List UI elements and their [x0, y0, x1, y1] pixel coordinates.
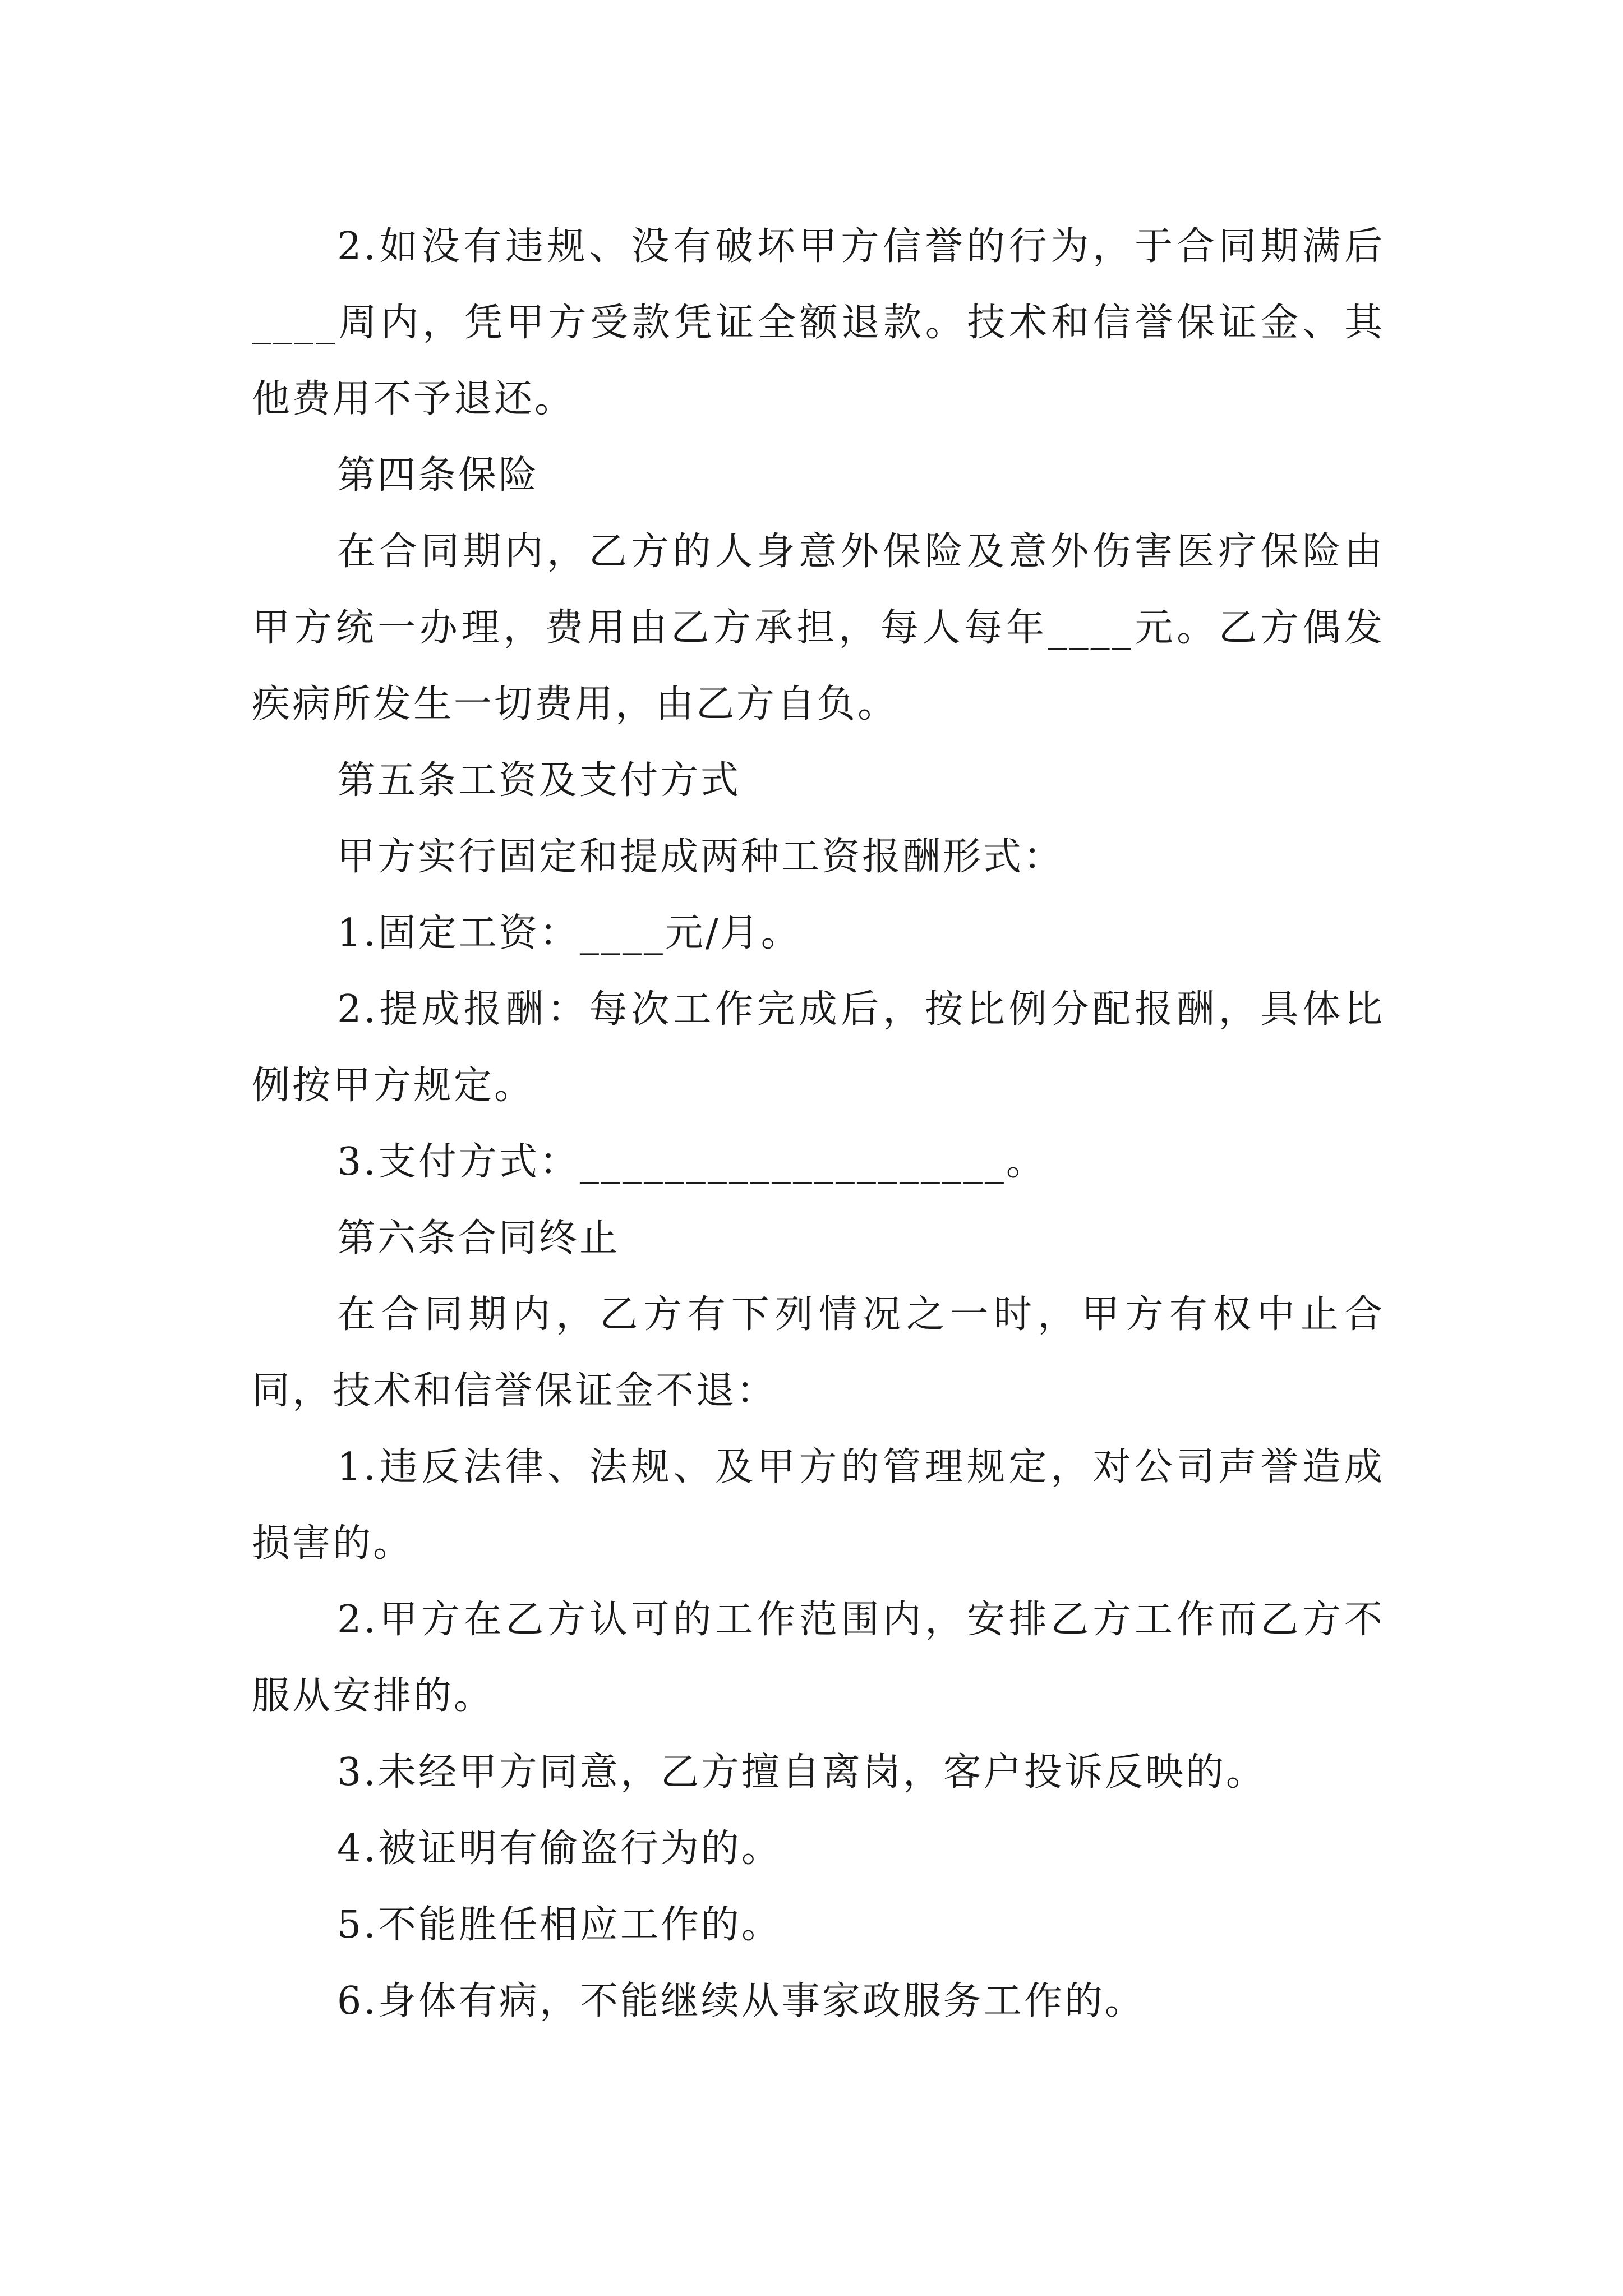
- document-body: [252, 209, 1385, 2040]
- article-4-heading: 第四条保险: [337, 453, 540, 498]
- termination-item-4: 4.被证明有偷盗行为的。: [337, 1826, 782, 1871]
- salary-forms-paragraph: 甲方实行固定和提成两种工资报酬形式：: [337, 835, 1064, 879]
- clause-refund-paragraph: 2.如没有违规、没有破坏甲方信誉的行为，于合同期满后____周内，凭甲方受款凭证全额退款。技术和信誉保证金、其他费用不予退还。: [252, 224, 1385, 421]
- termination-item-6: 6.身体有病，不能继续从事家政服务工作的。: [337, 1979, 1145, 2023]
- insurance-paragraph: 在合同期内，乙方的人身意外保险及意外伤害医疗保险由甲方统一办理，费用由乙方承担，每人每年____元。乙方偶发疾病所发生一切费用，由乙方自负。: [252, 530, 1385, 726]
- commission-item: 2.提成报酬：每次工作完成后，按比例分配报酬，具体比例按甲方规定。: [252, 987, 1385, 1108]
- article-6-heading: 第六条合同终止: [337, 1216, 620, 1260]
- payment-method-item: 3.支付方式：____________________。: [337, 1140, 1046, 1184]
- termination-item-3: 3.未经甲方同意，乙方擅自离岗，客户投诉反映的。: [337, 1750, 1266, 1795]
- termination-intro-paragraph: 在合同期内，乙方有下列情况之一时，甲方有权中止合同，技术和信誉保证金不退：: [252, 1292, 1385, 1413]
- termination-item-5: 5.不能胜任相应工作的。: [337, 1903, 782, 1947]
- termination-item-2: 2.甲方在乙方认可的工作范围内，安排乙方工作而乙方不服从安排的。: [252, 1598, 1385, 1718]
- fixed-salary-item: 1.固定工资：____元/月。: [337, 911, 801, 955]
- termination-item-1: 1.违反法律、法规、及甲方的管理规定，对公司声誉造成损害的。: [252, 1445, 1385, 1566]
- article-5-heading: 第五条工资及支付方式: [337, 758, 741, 803]
